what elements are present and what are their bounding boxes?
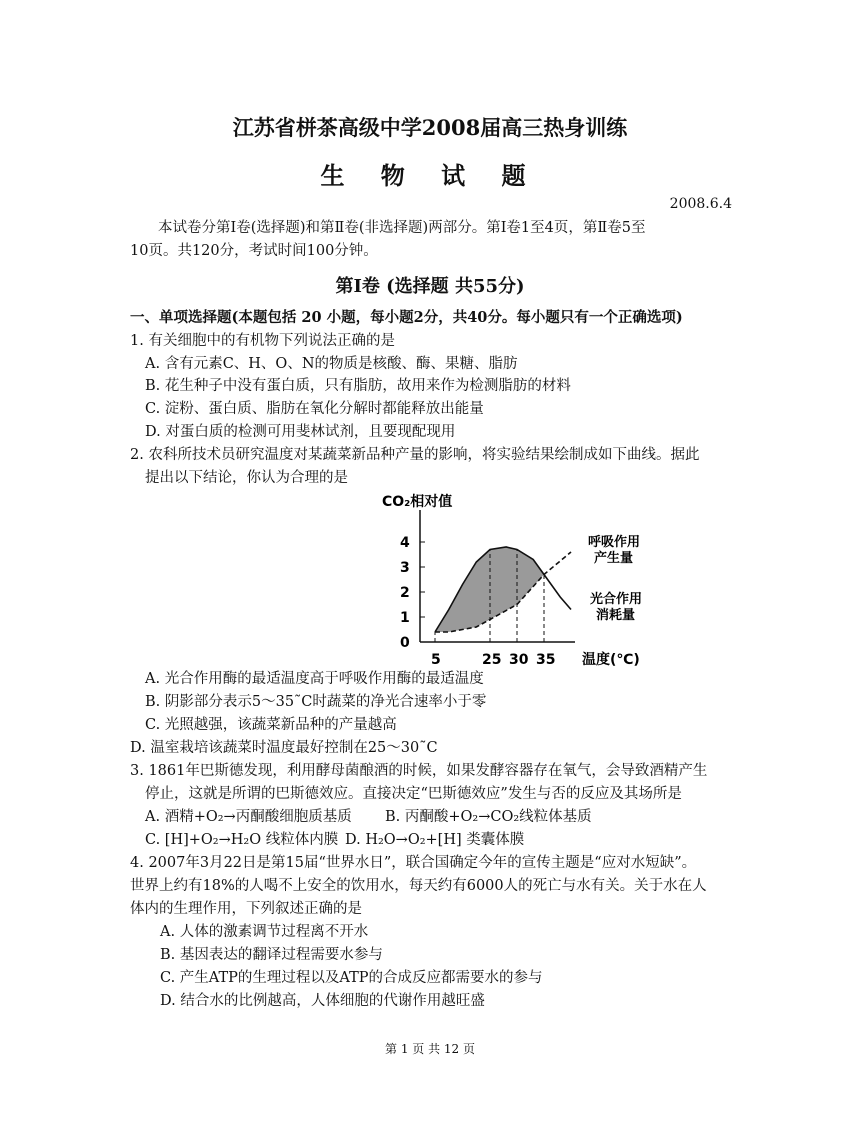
- q1-option-c: C. 淀粉、蛋白质、脂肪在氧化分解时都能释放出能量: [145, 401, 484, 417]
- co2-temperature-chart: [360, 482, 680, 672]
- x-tick-label: 25: [482, 652, 502, 668]
- page-title: 江苏省栟茶高级中学2008届高三热身训练: [232, 115, 628, 140]
- q3-stem-line-2: 停止，这就是所谓的巴斯德效应。直接决定“巴斯德效应”发生与否的反应及其场所是: [145, 786, 682, 802]
- x-tick-label: 30: [509, 652, 529, 668]
- q2-stem-line-1: 2. 农科所技术员研究温度对某蔬菜新品种产量的影响，将实验结果绘制成如下曲线。据此: [130, 447, 700, 463]
- y-tick-label: 2: [400, 585, 410, 601]
- q2-option-b: B. 阴影部分表示5～35˜C时蔬菜的净光合速率小于零: [145, 694, 487, 710]
- section-title: 第Ⅰ卷 (选择题 共55分): [335, 276, 525, 297]
- y-tick-label: 4: [400, 535, 410, 551]
- x-tick-label: 35: [536, 652, 556, 668]
- page-footer: 第 1 页 共 12 页: [385, 1042, 475, 1056]
- x-tick-label: 5: [431, 652, 441, 668]
- intro-line-1: 本试卷分第Ⅰ卷(选择题)和第Ⅱ卷(非选择题)两部分。第Ⅰ卷1至4页，第Ⅱ卷5至: [158, 220, 646, 236]
- section-heading: 一、单项选择题(本题包括 20 小题，每小题2分，共40分。每小题只有一个正确选项): [130, 309, 683, 326]
- q3-option-a: A. 酒精+O₂→丙酮酸细胞质基质: [145, 809, 352, 825]
- q4-option-c: C. 产生ATP的生理过程以及ATP的合成反应都需要水的参与: [160, 970, 543, 986]
- q4-option-a: A. 人体的激素调节过程离不开水: [160, 924, 369, 940]
- y-tick-label: 0: [400, 635, 410, 651]
- series-label-respiration-1: 呼吸作用: [588, 535, 641, 550]
- q4-stem-line-3: 体内的生理作用，下列叙述正确的是: [130, 901, 362, 917]
- q2-option-c: C. 光照越强，该蔬菜新品种的产量越高: [145, 717, 397, 733]
- q3-option-c: C. [H]+O₂→H₂O 线粒体内膜: [145, 832, 339, 848]
- q2-stem-line-2: 提出以下结论，你认为合理的是: [145, 470, 348, 486]
- q4-option-d: D. 结合水的比例越高，人体细胞的代谢作用越旺盛: [160, 993, 485, 1009]
- q1-stem: 1. 有关细胞中的有机物下列说法正确的是: [130, 333, 395, 349]
- q3-option-b: B. 丙酮酸+O₂→CO₂线粒体基质: [385, 809, 592, 825]
- series-label-photosynthesis-1: 光合作用: [590, 592, 643, 607]
- q1-option-b: B. 花生种子中没有蛋白质，只有脂肪，故用来作为检测脂肪的材料: [145, 378, 571, 394]
- q4-stem-line-1: 4. 2007年3月22日是第15届“世界水日”，联合国确定今年的宣传主题是“应对水短缺”。: [130, 855, 697, 871]
- page-subtitle: 生 物 试 题: [320, 161, 540, 190]
- x-axis-label: 温度(℃): [582, 652, 640, 668]
- q1-option-d: D. 对蛋白质的检测可用斐林试剂，且要现配现用: [145, 424, 456, 440]
- q4-stem-line-2: 世界上约有18%的人喝不上安全的饮用水，每天约有6000人的死亡与水有关。关于水在人: [130, 878, 707, 894]
- q3-stem-line-1: 3. 1861年巴斯德发现，利用酵母菌酿酒的时候，如果发酵容器存在氧气，会导致酒精产生: [130, 763, 708, 779]
- q1-option-a: A. 含有元素C、H、O、N的物质是核酸、酶、果糖、脂肪: [145, 356, 518, 372]
- series-label-respiration-2: 产生量: [594, 551, 634, 566]
- series-label-photosynthesis-2: 消耗量: [596, 608, 636, 623]
- q2-option-d: D. 温室栽培该蔬菜时温度最好控制在25～30˜C: [130, 740, 438, 756]
- exam-date: 2008.6.4: [669, 196, 732, 212]
- y-tick-label: 1: [400, 610, 410, 626]
- q2-option-a: A. 光合作用酶的最适温度高于呼吸作用酶的最适温度: [145, 671, 484, 687]
- q4-option-b: B. 基因表达的翻译过程需要水参与: [160, 947, 383, 963]
- intro-line-2: 10页。共120分，考试时间100分钟。: [130, 243, 378, 259]
- y-tick-label: 3: [400, 560, 410, 576]
- y-axis-label: CO₂相对值: [382, 494, 453, 510]
- q3-option-d: D. H₂O→O₂+[H] 类囊体膜: [345, 832, 525, 848]
